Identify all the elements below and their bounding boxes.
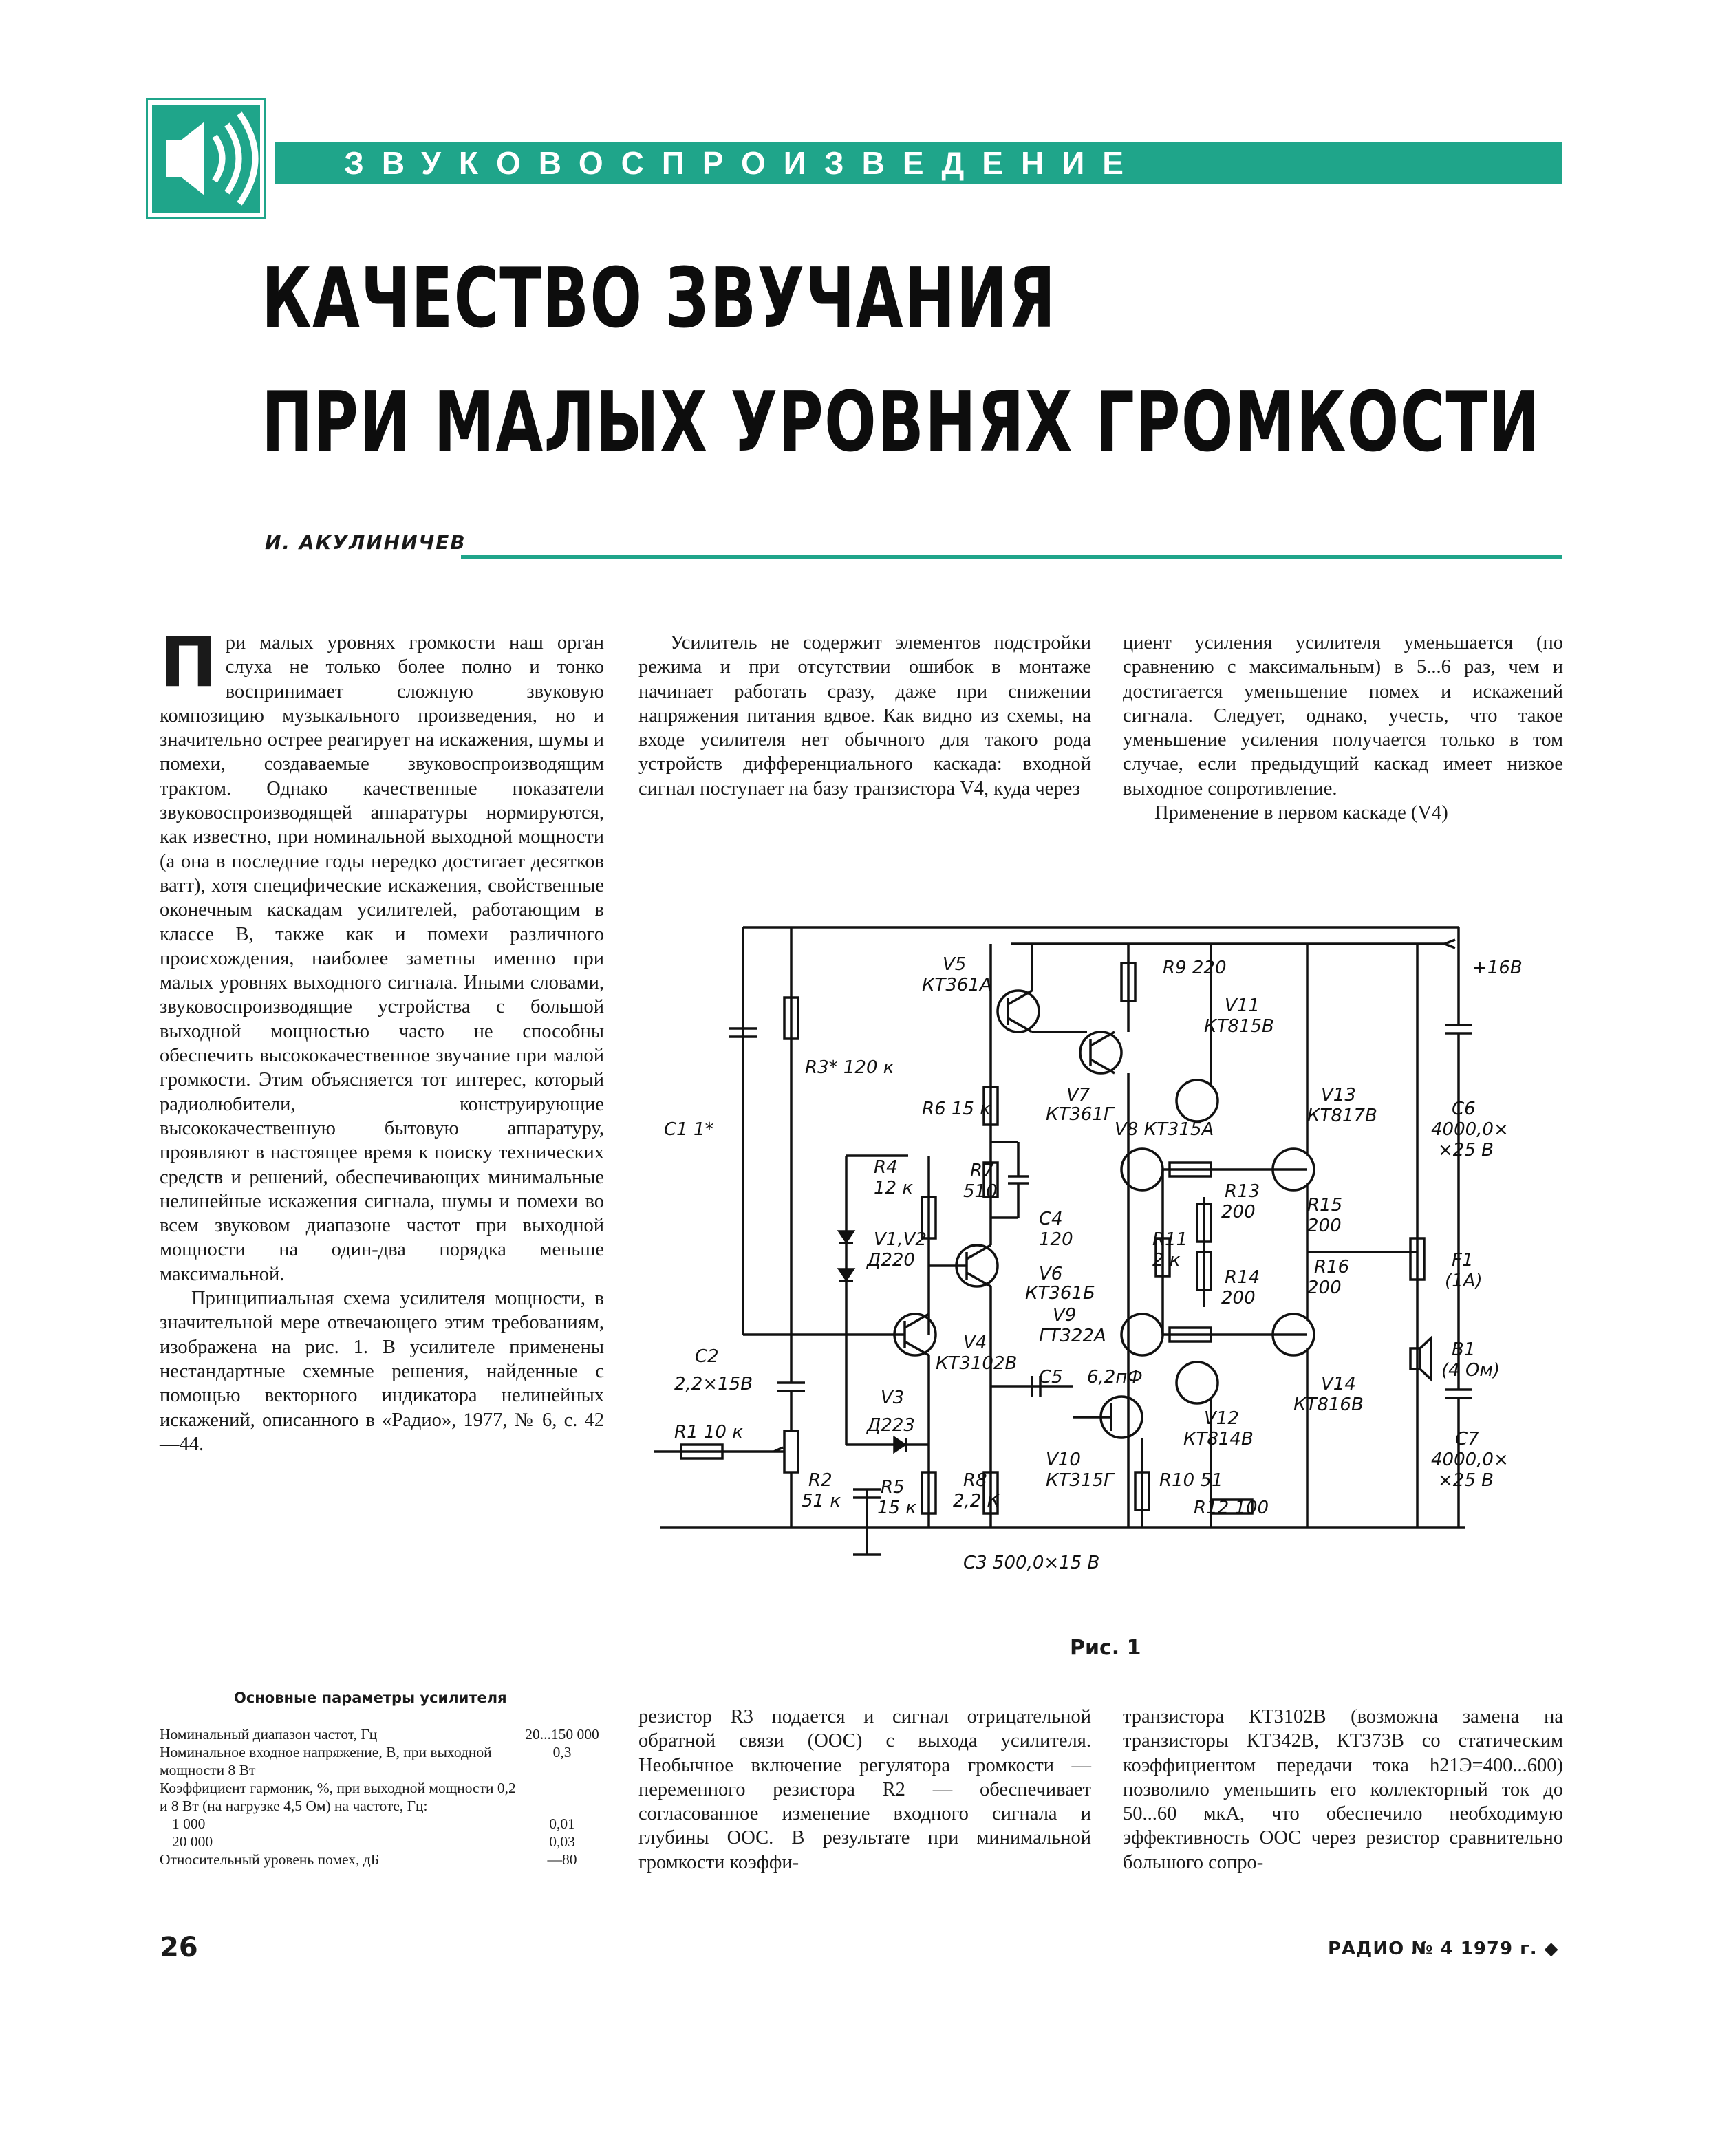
article-title-line-2: ПРИ МАЛЫХ УРОВНЯХ ГРОМКОСТИ [261, 375, 1541, 471]
label-c2-value: 2,2×15В [674, 1374, 753, 1394]
label-c6-voltage: ×25 В [1438, 1140, 1494, 1161]
label-v6: V6 [1039, 1264, 1063, 1284]
label-r1: R1 10 к [674, 1422, 743, 1443]
label-r5: R5 [881, 1477, 905, 1498]
label-v10-type: КТ315Г [1046, 1470, 1114, 1491]
label-v3-type: Д223 [867, 1415, 915, 1436]
param-label: Коэффициент гармоник, %, при выходной мощности 0,2 и 8 Вт (на нагрузке 4,5 Ом) на частоте, Гц: [160, 1780, 516, 1814]
label-v10: V10 [1046, 1449, 1081, 1470]
label-b1: B1 [1452, 1339, 1476, 1360]
param-value: 0,03 [549, 1833, 575, 1850]
parameters-table [160, 1725, 600, 1868]
label-b1-value: (4 Ом) [1441, 1360, 1501, 1381]
label-r7-value: 510 [963, 1181, 998, 1202]
label-supply: +16В [1472, 958, 1523, 978]
column-3-bottom [1123, 1705, 1563, 1875]
label-c6-value: 4000,0× [1431, 1119, 1509, 1140]
label-v11-type: КТ815В [1204, 1016, 1274, 1037]
label-r14: R14 [1225, 1267, 1260, 1288]
paragraph: ри малых уровнях громкости наш орган слуха не только более полно и тонко воспринимает сложную звуковую композицию музыкального произведения, но и значительно острее реагирует на искажения, шумы и помехи, создаваемые звуковоспроизводящим трактом. Однако качественные показатели звуковоспроизводящей аппаратуры нормируются, как известно, при номинальной выходной мощности (а она в последние годы нередко достигает десятков ватт), хотя специфические искажения, свойственные оконечным каскадам усилителей, работающим в классе В, также как и помехи различного происхождения, наиболее заметны именно при малых уровнях выходного сигнала. Иными словами, звуковоспроизводящие устройства с большой выходной мощностью часто не способны обеспечить высококачественное звучание при малой громкости. Этим объясняется тот интерес, который радиолюбители, конструирующие высококачественную бытовую аппаратуру, проявляют в настоящее время к поиску технических средств и решений, обеспечивающих минимальные нелинейные искажения сигнала, шумы и помехи во всем звуковом диапазоне частот при выходной мощности на один-два порядка меньше максимальной. [160, 632, 604, 1285]
label-c7-value: 4000,0× [1431, 1449, 1509, 1470]
label-v12-type: КТ814В [1183, 1429, 1254, 1449]
page-number: 26 [160, 1932, 198, 1963]
label-v9: V9 [1053, 1305, 1077, 1326]
speaker-icon [146, 98, 266, 219]
label-v11: V11 [1225, 995, 1260, 1016]
label-v1-v2: V1,V2 [874, 1229, 927, 1250]
speaker-logo [146, 98, 266, 219]
label-c6: C6 [1452, 1099, 1476, 1119]
label-v4: V4 [963, 1333, 987, 1353]
label-c7: C7 [1455, 1429, 1479, 1449]
label-r9: R9 220 [1163, 958, 1227, 978]
label-r13-value: 200 [1221, 1202, 1256, 1222]
label-f1-value: (1А) [1445, 1271, 1483, 1291]
label-r12: R12 100 [1194, 1498, 1269, 1518]
param-value: 0,3 [552, 1744, 572, 1760]
table-row [160, 1815, 600, 1833]
paragraph: Применение в первом каскаде (V4) [1154, 802, 1448, 824]
label-c7-voltage: ×25 В [1438, 1470, 1494, 1491]
paragraph: циент усиления усилителя уменьшается (по сравнению с максимальным) в 5...6 раз, чем и достигается уменьшение помех и искажений сигнала. Следует, однако, учесть, что такое уменьшение усиления получается только в том случае, если предыдущий каскад имеет низкое выходное сопротивление. [1123, 632, 1563, 799]
label-c4-value: 120 [1039, 1229, 1073, 1250]
label-r16: R16 [1314, 1257, 1350, 1278]
label-r2-value: 51 к [802, 1491, 841, 1511]
column-2-bottom [638, 1705, 1091, 1875]
table-row [160, 1743, 600, 1779]
param-label: Относительный уровень помех, дБ [160, 1851, 380, 1868]
label-r10: R10 51 [1159, 1470, 1223, 1491]
table-row [160, 1779, 600, 1815]
label-r7: R7 [970, 1161, 994, 1181]
label-c1: C1 1* [664, 1119, 714, 1140]
param-label: 20 000 [172, 1833, 213, 1850]
param-value [524, 1779, 600, 1815]
param-label: Номинальный диапазон частот, Гц [160, 1726, 378, 1743]
label-v1-v2-type: Д220 [867, 1250, 915, 1271]
rubric: ЗВУКОВОСПРОИЗВЕДЕНИЕ [344, 145, 1141, 181]
label-r8-value: 2,2 К [953, 1491, 1000, 1511]
label-v3: V3 [881, 1388, 905, 1408]
label-r3: R3* 120 к [805, 1057, 894, 1078]
label-c5-value: 6,2пФ [1087, 1367, 1143, 1388]
param-label: Номинальное входное напряжение, В, при выходной мощности 8 Вт [160, 1744, 492, 1778]
label-r5-value: 15 к [877, 1498, 917, 1518]
figure-caption: Рис. 1 [1070, 1636, 1141, 1660]
label-v9-type: ГТ322А [1039, 1326, 1106, 1346]
table-row [160, 1833, 600, 1851]
label-c3: C3 500,0×15 В [963, 1553, 1100, 1573]
label-v13: V13 [1321, 1085, 1356, 1106]
paragraph: Усилитель не содержит элементов подстройки режима и при отсутствии ошибок в монтаже начинает работать сразу, даже при снижении напряжения питания вдвое. Как видно из схемы, на входе усилителя нет обычного для такого рода устройств дифференциального каскада: входной сигнал поступает на базу транзистора V4, куда через [638, 632, 1091, 799]
label-v5: V5 [943, 954, 967, 975]
label-c5: C5 [1039, 1367, 1063, 1388]
label-v7: V7 [1066, 1085, 1090, 1106]
circuit-labels [664, 954, 1523, 1573]
label-v6-type: КТ361Б [1025, 1283, 1095, 1304]
label-f1: F1 [1452, 1250, 1474, 1271]
paragraph: резистор R3 подается и сигнал отрицательной обратной связи (ООС) с выхода усилителя. Необычное включение регулятора громкости — переменного резистора R2 — обеспечивает согласованное изменение входного сигнала и глубины ООС. В результате при минимальной громкости коэффи- [638, 1706, 1091, 1873]
author: И. АКУЛИНИЧЕВ [265, 531, 466, 554]
param-value: 0,01 [549, 1815, 575, 1832]
label-v7-type: КТ361Г [1046, 1104, 1114, 1125]
label-c4: C4 [1039, 1209, 1063, 1229]
param-value: 20...150 000 [525, 1726, 599, 1743]
label-r16-value: 200 [1307, 1278, 1342, 1298]
parameters-title: Основные параметры усилителя [234, 1690, 507, 1706]
label-v8: V8 КТ315А [1115, 1119, 1214, 1140]
label-v14: V14 [1321, 1374, 1356, 1394]
author-rule [461, 555, 1562, 559]
label-r8: R8 [963, 1470, 987, 1491]
label-c2: C2 [695, 1346, 719, 1367]
label-v12: V12 [1204, 1408, 1239, 1429]
journal-issue: РАДИО № 4 1979 г. ◆ [1328, 1939, 1559, 1959]
label-r2: R2 [808, 1470, 832, 1491]
param-value: —80 [547, 1851, 577, 1868]
label-v14-type: КТ816В [1293, 1394, 1364, 1415]
param-label: 1 000 [172, 1815, 206, 1832]
paragraph: Принципиальная схема усилителя мощности, в значительной мере отвечающего этим требованиям, изображена на рис. 1. В усилителе применены нестандартные схемные решения, найденные с помощью векторного индикатора нелинейных искажений, описанного в «Радио», 1977, № 6, с. 42—44. [160, 1288, 604, 1455]
label-r13: R13 [1225, 1181, 1260, 1202]
table-row [160, 1725, 600, 1743]
label-r11-value: 2 к [1152, 1250, 1181, 1271]
label-r4-value: 12 к [874, 1178, 914, 1198]
label-v13-type: КТ817В [1307, 1106, 1377, 1126]
label-r6: R6 15 к [922, 1099, 991, 1119]
label-v4-type: КТ3102В [936, 1353, 1018, 1374]
label-r11: R11 [1152, 1229, 1188, 1250]
dropcap: П [160, 622, 217, 702]
article-title-line-1: КАЧЕСТВО ЗВУЧАНИЯ [261, 251, 1057, 347]
label-r15-value: 200 [1307, 1216, 1342, 1236]
column-2-top [638, 631, 1091, 801]
label-v5-type: КТ361А [922, 975, 992, 995]
column-3-top [1123, 631, 1563, 825]
label-r15: R15 [1307, 1195, 1343, 1216]
column-1 [160, 622, 604, 1456]
circuit-diagram [633, 908, 1562, 1637]
table-row [160, 1851, 600, 1868]
paragraph: транзистора КТ3102В (возможна замена на транзисторы КТ342В, КТ373В со статическим коэффициентом передачи тока h21Э=400...600) позволило уменьшить его коллекторный ток до 50...60 мкА, что обеспечило необходимую эффективность ООС через резистор сравнительно большого сопро- [1123, 1706, 1563, 1873]
label-r4: R4 [874, 1157, 898, 1178]
label-r14-value: 200 [1221, 1288, 1256, 1308]
